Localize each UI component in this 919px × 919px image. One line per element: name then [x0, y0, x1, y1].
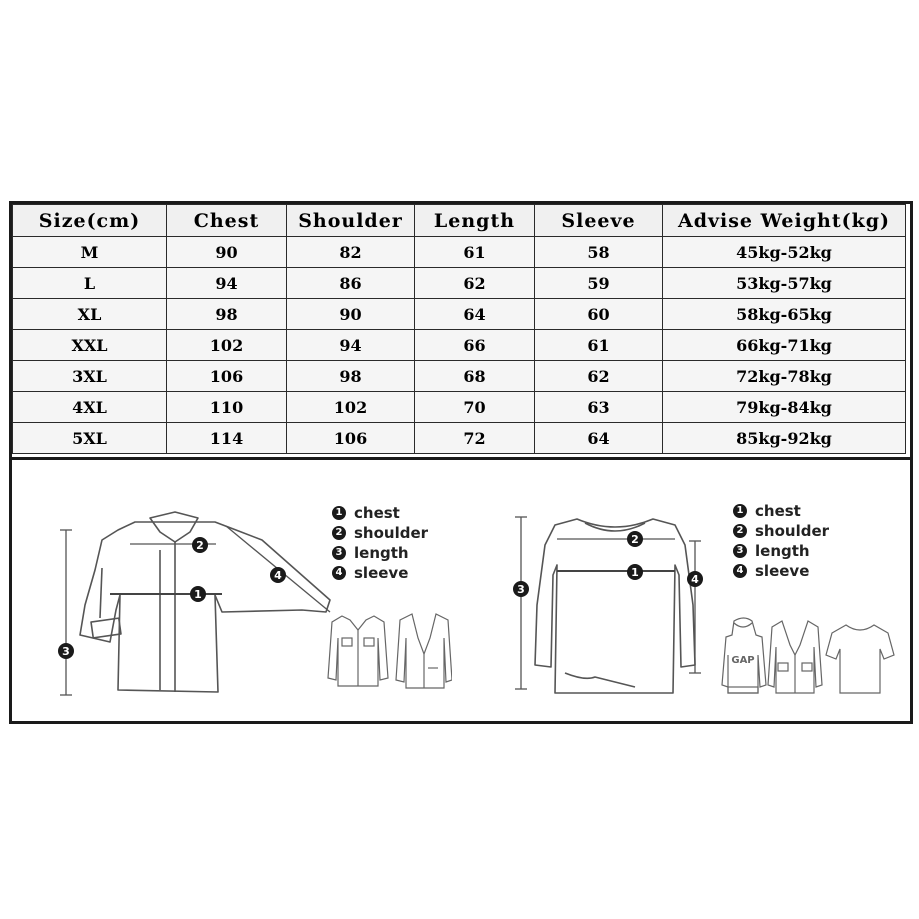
svg-text:1: 1	[194, 588, 202, 601]
legend-label-length: length	[354, 544, 409, 562]
table-row	[13, 299, 906, 330]
cell-shoulder: 98	[287, 361, 415, 392]
cell-chest: 106	[167, 361, 287, 392]
legend-right	[733, 501, 829, 581]
legend-num: 2	[733, 524, 747, 538]
cell-length: 64	[415, 299, 535, 330]
table-row	[13, 268, 906, 299]
cell-size: XL	[13, 299, 167, 330]
svg-text:3: 3	[62, 645, 70, 658]
cell-size: 5XL	[13, 423, 167, 454]
cell-sleeve: 58	[535, 237, 663, 268]
cell-weight: 53kg-57kg	[663, 268, 906, 299]
cell-sleeve: 59	[535, 268, 663, 299]
cell-weight: 66kg-71kg	[663, 330, 906, 361]
svg-text:4: 4	[691, 573, 699, 586]
cell-length: 68	[415, 361, 535, 392]
marker-length	[58, 643, 74, 659]
cell-sleeve: 61	[535, 330, 663, 361]
cell-size: L	[13, 268, 167, 299]
header-sleeve: Sleeve	[535, 205, 663, 237]
cell-chest: 98	[167, 299, 287, 330]
header-length: Length	[415, 205, 535, 237]
legend-label-chest: chest	[755, 502, 801, 520]
cell-weight: 85kg-92kg	[663, 423, 906, 454]
header-shoulder: Shoulder	[287, 205, 415, 237]
cell-shoulder: 106	[287, 423, 415, 454]
cell-length: 72	[415, 423, 535, 454]
legend-num: 3	[733, 544, 747, 558]
cell-weight: 45kg-52kg	[663, 237, 906, 268]
cell-shoulder: 94	[287, 330, 415, 361]
cell-sleeve: 60	[535, 299, 663, 330]
cell-size: 4XL	[13, 392, 167, 423]
table-row	[13, 361, 906, 392]
cell-size: 3XL	[13, 361, 167, 392]
cell-chest: 90	[167, 237, 287, 268]
size-table	[12, 204, 906, 454]
cell-sleeve: 63	[535, 392, 663, 423]
cell-size: XXL	[13, 330, 167, 361]
cell-length: 62	[415, 268, 535, 299]
header-chest: Chest	[167, 205, 287, 237]
marker-sleeve	[270, 567, 286, 583]
cell-chest: 110	[167, 392, 287, 423]
marker-shoulder	[627, 531, 643, 547]
svg-text:4: 4	[274, 569, 282, 582]
legend-num: 2	[332, 526, 346, 540]
cell-weight: 72kg-78kg	[663, 361, 906, 392]
cell-chest: 114	[167, 423, 287, 454]
legend-num: 4	[733, 564, 747, 578]
marker-length	[513, 581, 529, 597]
cell-chest: 102	[167, 330, 287, 361]
hoodie-print: GAP	[731, 655, 755, 666]
cell-shoulder: 90	[287, 299, 415, 330]
cell-shoulder: 102	[287, 392, 415, 423]
header-size: Size(cm)	[13, 205, 167, 237]
cell-size: M	[13, 237, 167, 268]
cell-shoulder: 82	[287, 237, 415, 268]
cell-length: 70	[415, 392, 535, 423]
cell-weight: 79kg-84kg	[663, 392, 906, 423]
cell-sleeve: 64	[535, 423, 663, 454]
svg-text:1: 1	[631, 566, 639, 579]
jacket-thumbnails	[322, 608, 452, 693]
legend-label-length: length	[755, 542, 810, 560]
header-weight: Advise Weight(kg)	[663, 205, 906, 237]
sweater-outline-icon	[535, 519, 695, 693]
svg-text:3: 3	[517, 583, 525, 596]
legend-label-sleeve: sleeve	[354, 564, 409, 582]
table-row	[13, 423, 906, 454]
table-header-row	[13, 205, 906, 237]
svg-text:2: 2	[631, 533, 639, 546]
legend-label-sleeve: sleeve	[755, 562, 810, 580]
cell-chest: 94	[167, 268, 287, 299]
legend-label-shoulder: shoulder	[755, 522, 830, 540]
legend-label-chest: chest	[354, 504, 400, 522]
cell-length: 61	[415, 237, 535, 268]
cell-weight: 58kg-65kg	[663, 299, 906, 330]
legend-num: 1	[332, 506, 346, 520]
legend-left	[332, 503, 428, 583]
sweater-measure-diagram	[505, 505, 715, 705]
cell-shoulder: 86	[287, 268, 415, 299]
marker-chest	[190, 586, 206, 602]
svg-text:2: 2	[196, 539, 204, 552]
cell-sleeve: 62	[535, 361, 663, 392]
shirt-measure-diagram	[40, 500, 340, 710]
table-divider	[9, 457, 913, 460]
table-row	[13, 392, 906, 423]
cell-length: 66	[415, 330, 535, 361]
tshirt-icon	[826, 625, 894, 693]
legend-num: 3	[332, 546, 346, 560]
marker-shoulder	[192, 537, 208, 553]
table-row	[13, 330, 906, 361]
table-row	[13, 237, 906, 268]
legend-label-shoulder: shoulder	[354, 524, 429, 542]
legend-num: 1	[733, 504, 747, 518]
marker-chest	[627, 564, 643, 580]
marker-sleeve	[687, 571, 703, 587]
knitwear-thumbnails	[720, 615, 895, 697]
legend-num: 4	[332, 566, 346, 580]
